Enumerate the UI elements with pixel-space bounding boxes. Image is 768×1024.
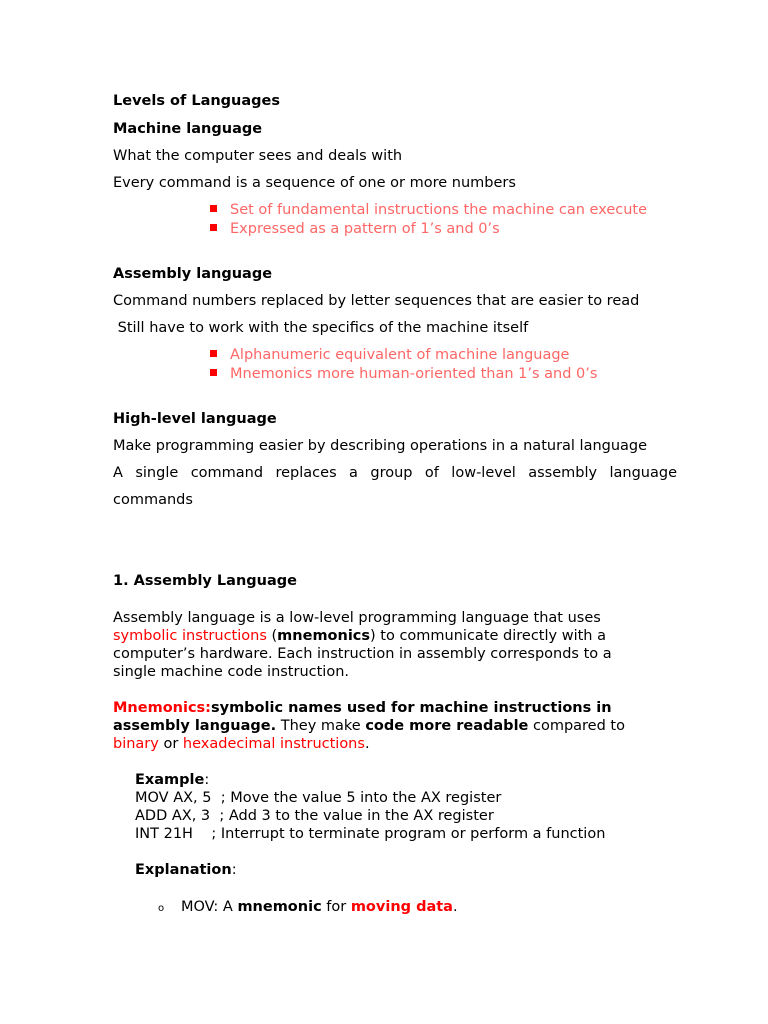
high-level-paragraph-2-line-2: commands — [113, 492, 193, 508]
code-line-1: MOV AX, 5 ; Move the value 5 into the AX register — [135, 790, 502, 806]
mnemonics-line-2 — [113, 717, 625, 735]
bullet-text: Alphanumeric equivalent of machine language — [230, 347, 570, 363]
square-bullet-icon — [210, 350, 217, 357]
bullet-text: Set of fundamental instructions the machine can execute — [230, 202, 648, 218]
square-bullet-icon — [210, 369, 217, 376]
assembly-language-heading: Assembly language — [113, 266, 273, 282]
square-bullet-icon — [210, 205, 217, 212]
assembly-language-paragraph-2: Still have to work with the specifics of the machine itself — [113, 320, 529, 336]
explanation-label-line — [135, 861, 237, 879]
explanation-colon: : — [231, 862, 237, 878]
machine-language-heading: Machine language — [113, 121, 263, 137]
circle-bullet-icon: o — [158, 903, 165, 914]
intro-paren-open: ( — [266, 628, 278, 644]
machine-bullet-1 — [210, 201, 647, 219]
example-colon: : — [204, 772, 210, 788]
section-1-heading: 1. Assembly Language — [113, 573, 297, 589]
mnemonics-rest-2: compared to — [528, 718, 625, 734]
intro-line-1: Assembly language is a low-level programming language that uses — [113, 610, 601, 626]
code-line-3: INT 21H ; Interrupt to terminate program or perform a function — [135, 826, 606, 842]
mnemonics-term: mnemonics — [277, 628, 371, 644]
symbolic-instructions-text: symbolic instructions — [113, 628, 267, 644]
code-more-readable-text: code more readable — [365, 718, 529, 734]
code-line-2: ADD AX, 3 ; Add 3 to the value in the AX register — [135, 808, 494, 824]
mnemonics-rest-1: They make — [276, 718, 366, 734]
intro-line-4: single machine code instruction. — [113, 664, 350, 680]
mov-prefix: MOV: A — [181, 899, 238, 915]
mov-period: . — [452, 899, 458, 915]
machine-language-paragraph-1: What the computer sees and deals with — [113, 148, 403, 164]
high-level-paragraph-2-line-1: A single command replaces a group of low-level assembly language — [113, 465, 677, 481]
bullet-text: Mnemonics more human-oriented than 1’s and 0’s — [230, 366, 598, 382]
bullet-text: Expressed as a pattern of 1’s and 0’s — [230, 221, 500, 237]
mnemonics-line-1 — [113, 699, 612, 717]
intro-line-3: computer’s hardware. Each instruction in assembly corresponds to a — [113, 646, 612, 662]
mnemonics-definition-1: symbolic names used for machine instructions in — [210, 700, 612, 716]
hexadecimal-instructions-text: hexadecimal instructions — [182, 736, 365, 752]
mnemonics-definition-2: assembly language. — [113, 718, 277, 734]
period-text: . — [364, 736, 370, 752]
intro-line-2 — [113, 627, 606, 645]
mov-mid: for — [321, 899, 351, 915]
explanation-label: Explanation — [135, 862, 232, 878]
document-title: Levels of Languages — [113, 93, 281, 109]
mnemonic-term: mnemonic — [237, 899, 322, 915]
high-level-paragraph-1: Make programming easier by describing operations in a natural language — [113, 438, 648, 454]
example-label: Example — [135, 772, 205, 788]
mov-explanation-line — [181, 898, 458, 916]
assembly-bullet-1 — [210, 346, 569, 364]
machine-bullet-2 — [210, 220, 500, 238]
mnemonics-label: Mnemonics: — [113, 700, 211, 716]
binary-text: binary — [113, 736, 159, 752]
assembly-language-paragraph-1: Command numbers replaced by letter sequences that are easier to read — [113, 293, 640, 309]
machine-language-paragraph-2: Every command is a sequence of one or more numbers — [113, 175, 516, 191]
high-level-language-heading: High-level language — [113, 411, 277, 427]
square-bullet-icon — [210, 224, 217, 231]
moving-data-text: moving data — [350, 899, 453, 915]
intro-line-2-rest: ) to communicate directly with a — [370, 628, 606, 644]
mnemonics-line-3 — [113, 735, 370, 753]
assembly-bullet-2 — [210, 365, 597, 383]
example-label-line — [135, 771, 209, 789]
or-text: or — [158, 736, 183, 752]
